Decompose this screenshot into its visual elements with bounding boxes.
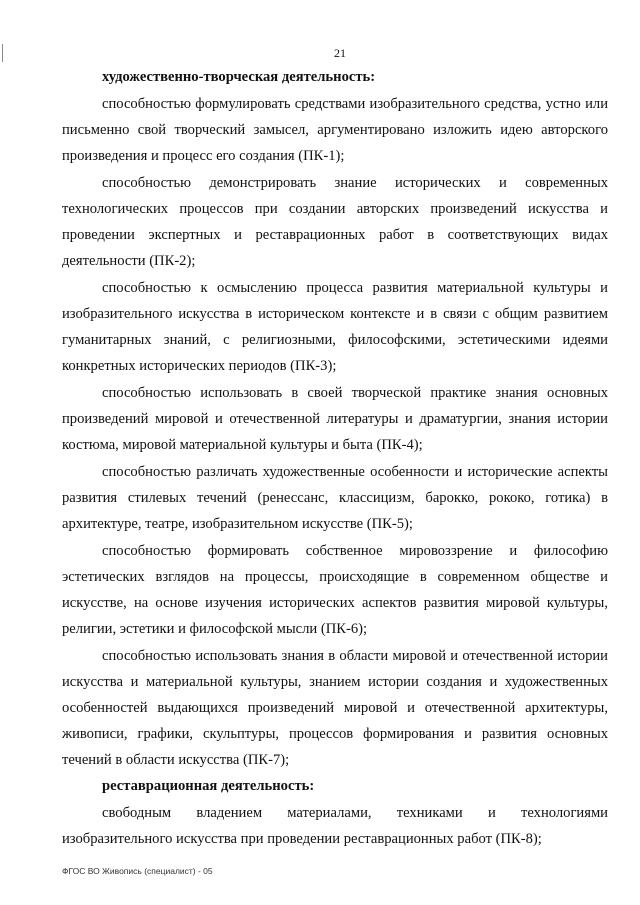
competency-pk7: способностью использовать знания в области мировой и отечественной истории искусства и материальной культуры, знанием истории создания и художественных особенностей выдающихся произведений мировой и отечественной архитектуры, живописи, графики, скульптуры, процессов формирования и развития основных течений в области искусства (ПК-7); [62,648,608,768]
section-heading-restoration: реставрационная деятельность: [102,778,315,794]
competency-pk6: способностью формировать собственное мировоззрение и философию эстетических взглядов на процессы, происходящие в современном обществе и искусстве, на основе изучения исторических аспектов развития мировой культуры, религии, эстетики и философской мысли (ПК-6); [62,543,608,637]
competency-pk8: свободным владением материалами, техниками и технологиями изобразительного искусства при проведении реставрационных работ (ПК-8); [62,805,608,847]
competency-pk2: способностью демонстрировать знание исторических и современных технологических процессов при создании авторских произведений искусства и проведении экспертных и реставрационных работ в соответствующих видах деятельности (ПК-2); [62,175,608,269]
footer-note: ФГОС ВО Живопись (специалист) - 05 [62,866,213,876]
competency-pk1: способностью формулировать средствами изобразительного средства, устно или письменно свой творческий замысел, аргументировано изложить идею авторского произведения и процесс его создания (ПК-1); [62,96,608,164]
competency-pk4: способностью использовать в своей творческой практике знания основных произведений мировой и отечественной литературы и драматургии, знания истории костюма, мировой материальной культуры и быта (ПК-4); [62,385,608,453]
document-body [62,64,608,852]
scan-edge-mark [2,44,3,62]
competency-pk5: способностью различать художественные особенности и исторические аспекты развития стилевых течений (ренессанс, классицизм, барокко, рококо, готика) в архитектуре, театре, изобразительном искусстве (ПК-5); [62,464,608,532]
section-heading-artistic: художественно-творческая деятельность: [102,69,376,85]
page-number: 21 [334,46,346,60]
competency-pk3: способностью к осмыслению процесса развития материальной культуры и изобразительного искусства в историческом контексте и в связи с общим развитием гуманитарных знаний, с религиозными, философскими, эстетическими идеями конкретных исторических периодов (ПК-3); [62,280,608,374]
